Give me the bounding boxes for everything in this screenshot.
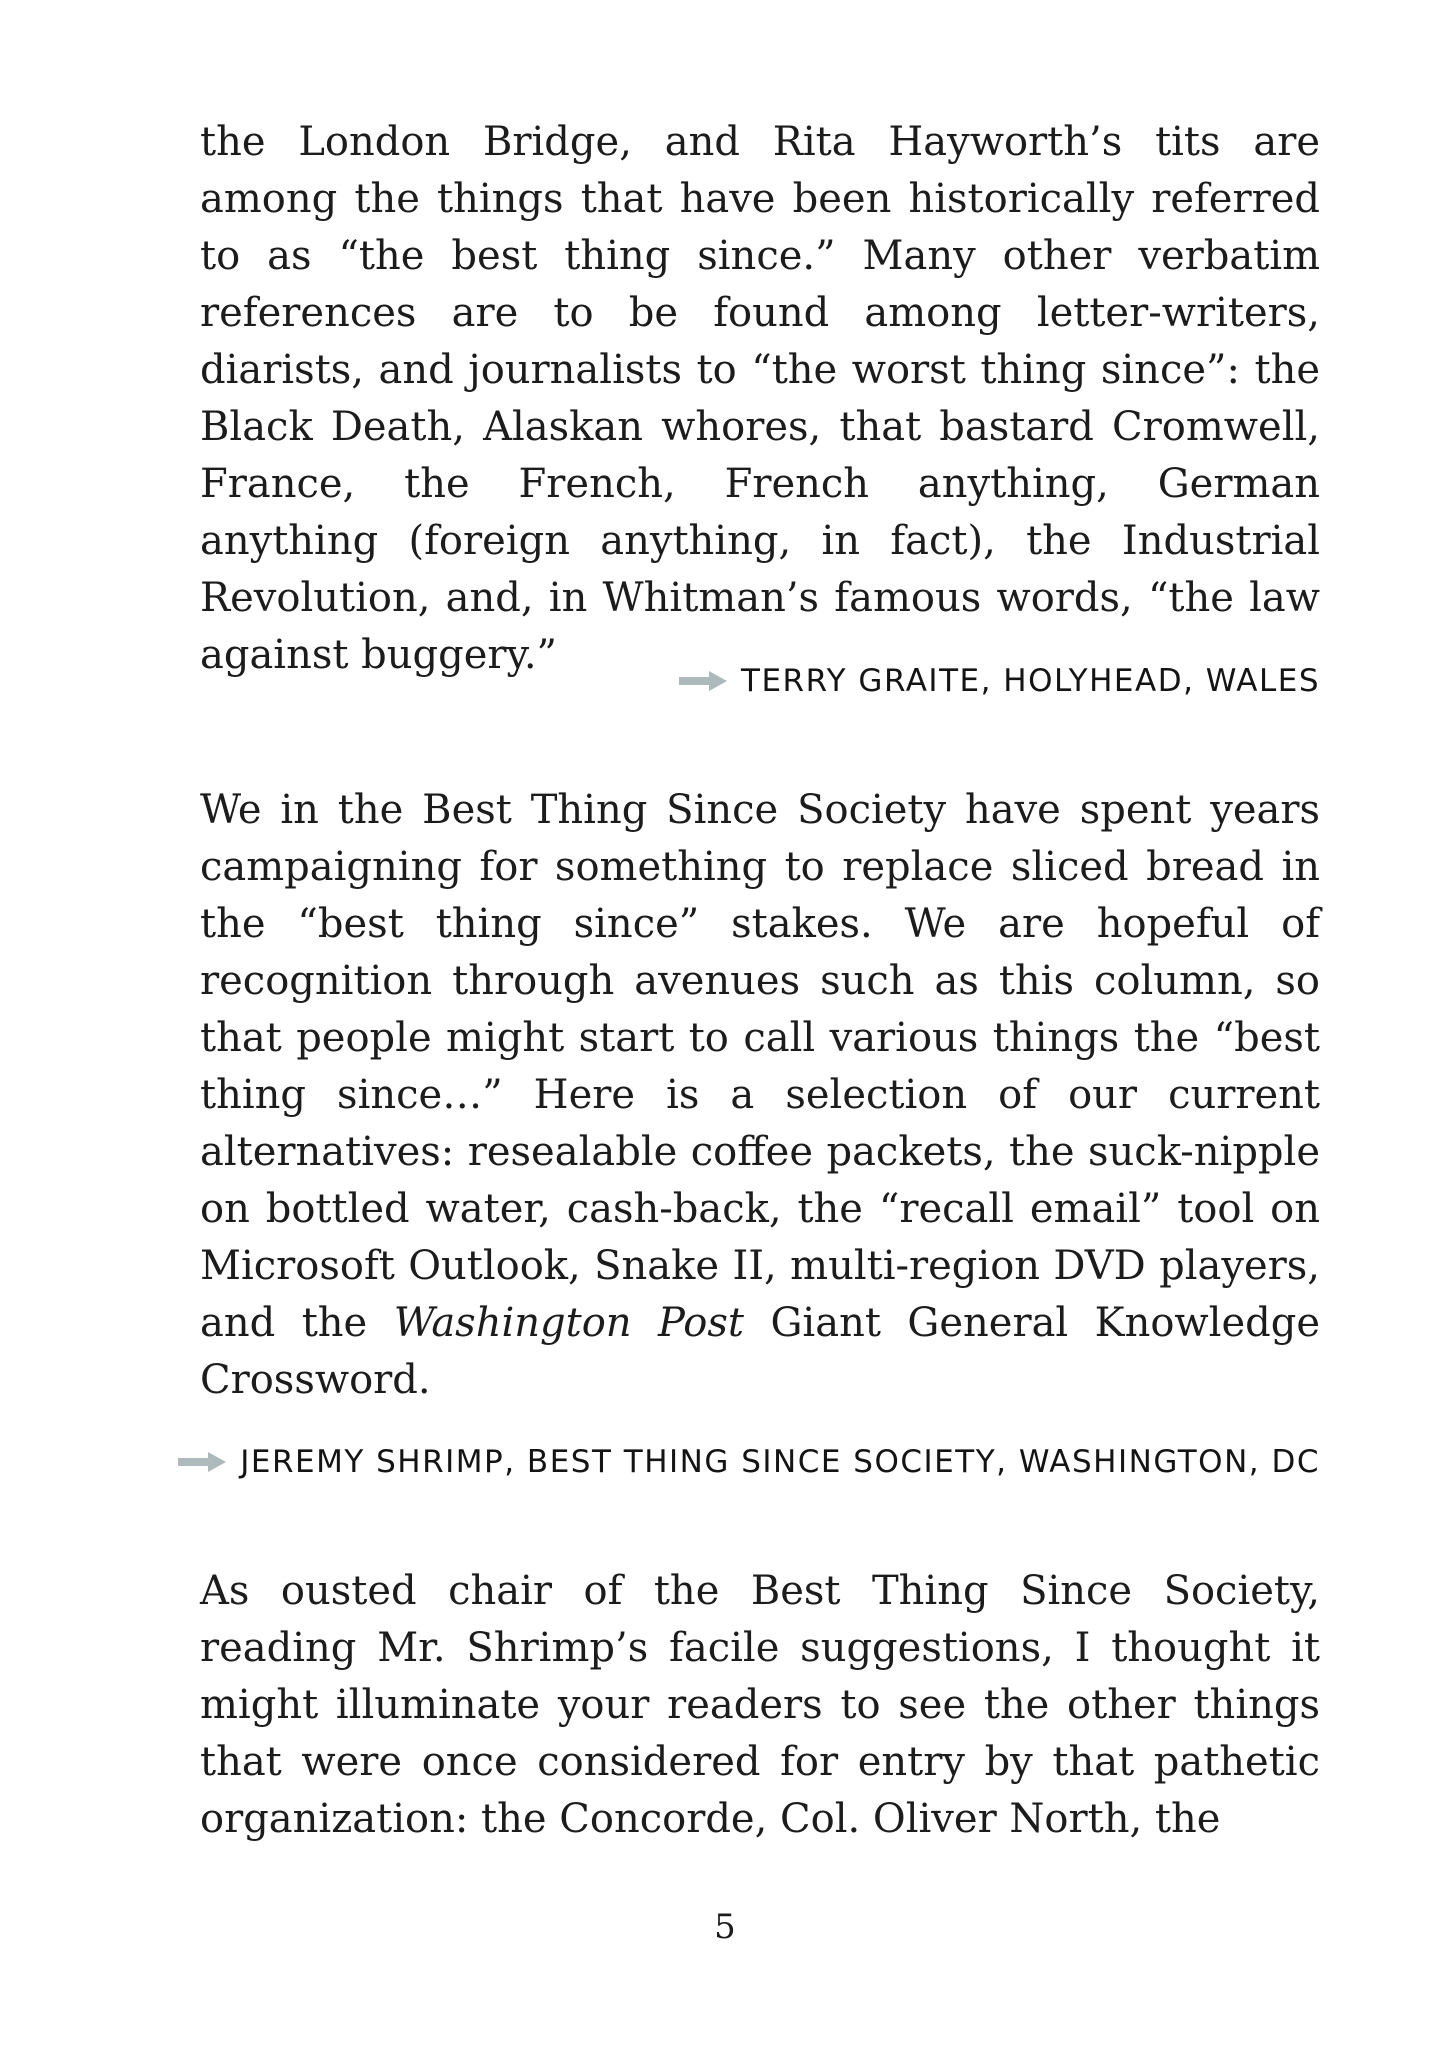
letter-paragraph-2 bbox=[200, 782, 1320, 1409]
signature-text: JEREMY SHRIMP, BEST THING SINCE SOCIETY, WASHINGTON, DC bbox=[240, 1444, 1320, 1480]
letter-signature-2 bbox=[178, 1444, 1320, 1480]
signature-text: TERRY GRAITE, HOLYHEAD, WALES bbox=[741, 663, 1320, 699]
page-number: 5 bbox=[714, 1907, 736, 1947]
arrow-right-icon bbox=[679, 670, 727, 692]
letter-paragraph-1: the London Bridge, and Rita Hayworth’s tits are among the things that have been historically referred to as “the best thing since.” Many other verbatim references are to be found among letter-writers, diarists, and journalists to “the worst thing since”: the Black Death, Alaskan whores, that bastard Cromwell, France, the French, French anything, German anything (foreign anything, in fact), the Industrial Revolution, and, in Whitman’s famous words, “the law against buggery.” bbox=[200, 119, 1320, 678]
letter-signature-1 bbox=[679, 663, 1320, 699]
arrow-right-icon bbox=[178, 1451, 226, 1473]
paragraph-text: We in the Best Thing Since Society have spent years campaigning for something to replace sliced bread in the “best thing since” stakes. We are hopeful of recognition through avenues such as this column, so that people might start to call various things the “best thing since…” Here is a selection of our current alternatives: resealable coffee packets, the suck-nipple on bottled water, cash-back, the “recall email” tool on Microsoft Outlook, Snake II, multi-region DVD players, and the bbox=[200, 787, 1320, 1346]
letter-paragraph-3: As ousted chair of the Best Thing Since Society, reading Mr. Shrimp’s facile suggestions, I thought it might illuminate your readers to see the other things that were once considered for entry by that pathetic organization: the Concorde, Col. Oliver North, the bbox=[200, 1568, 1320, 1842]
paragraph-text: Giant General Knowledge Crossword. bbox=[200, 1300, 1320, 1403]
publication-title: Washington Post bbox=[393, 1300, 744, 1346]
